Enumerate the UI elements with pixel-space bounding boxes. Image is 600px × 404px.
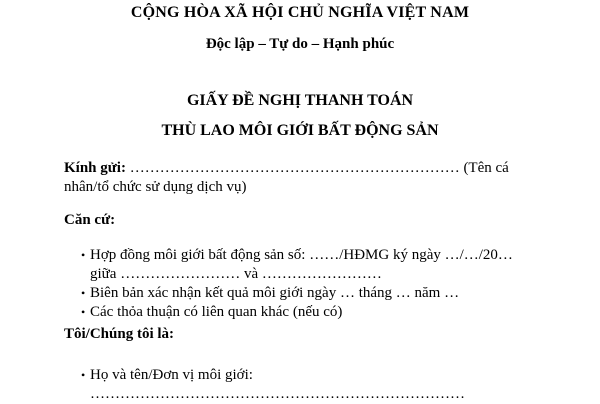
list-item bbox=[64, 284, 513, 303]
national-motto: Độc lập – Tự do – Hạnh phúc bbox=[205, 36, 395, 52]
recipient-label: Kính gửi: bbox=[64, 160, 126, 176]
bullet-icon: • bbox=[81, 368, 86, 382]
bullet-icon: • bbox=[81, 248, 86, 262]
self-item-text: Họ và tên/Đơn vị môi giới: bbox=[90, 367, 253, 383]
self-item-text-cont: ………………………………………………………………… bbox=[90, 386, 465, 402]
recipient-line-2: nhân/tổ chức sử dụng dịch vụ) bbox=[64, 179, 247, 195]
basis-item-text-cont: giữa …………………… và …………………… bbox=[90, 266, 382, 282]
bullet-icon: • bbox=[81, 286, 86, 300]
basis-list bbox=[64, 246, 513, 322]
basis-heading: Căn cứ: bbox=[64, 212, 116, 228]
list-item bbox=[64, 303, 513, 322]
basis-item-text: Các thỏa thuận có liên quan khác (nếu có) bbox=[90, 304, 343, 320]
self-list bbox=[64, 366, 465, 404]
self-heading: Tôi/Chúng tôi là: bbox=[64, 326, 175, 342]
list-item bbox=[64, 246, 513, 284]
basis-item-text: Hợp đồng môi giới bất động sản số: ……/HĐMG ký ngày …/…/20… bbox=[90, 247, 513, 263]
document-title-line-1: GIẤY ĐỀ NGHỊ THANH TOÁN bbox=[186, 92, 414, 109]
national-name: CỘNG HÒA XÃ HỘI CHỦ NGHĨA VIỆT NAM bbox=[130, 4, 470, 21]
basis-item-text: Biên bản xác nhận kết quả môi giới ngày … tháng … năm … bbox=[90, 285, 460, 301]
document-title-line-2: THÙ LAO MÔI GIỚI BẤT ĐỘNG SẢN bbox=[161, 122, 439, 139]
recipient-line bbox=[64, 160, 509, 177]
list-item bbox=[64, 366, 465, 404]
recipient-fill: ………………………………………………………… (Tên cá bbox=[125, 160, 509, 176]
bullet-icon: • bbox=[81, 305, 86, 319]
